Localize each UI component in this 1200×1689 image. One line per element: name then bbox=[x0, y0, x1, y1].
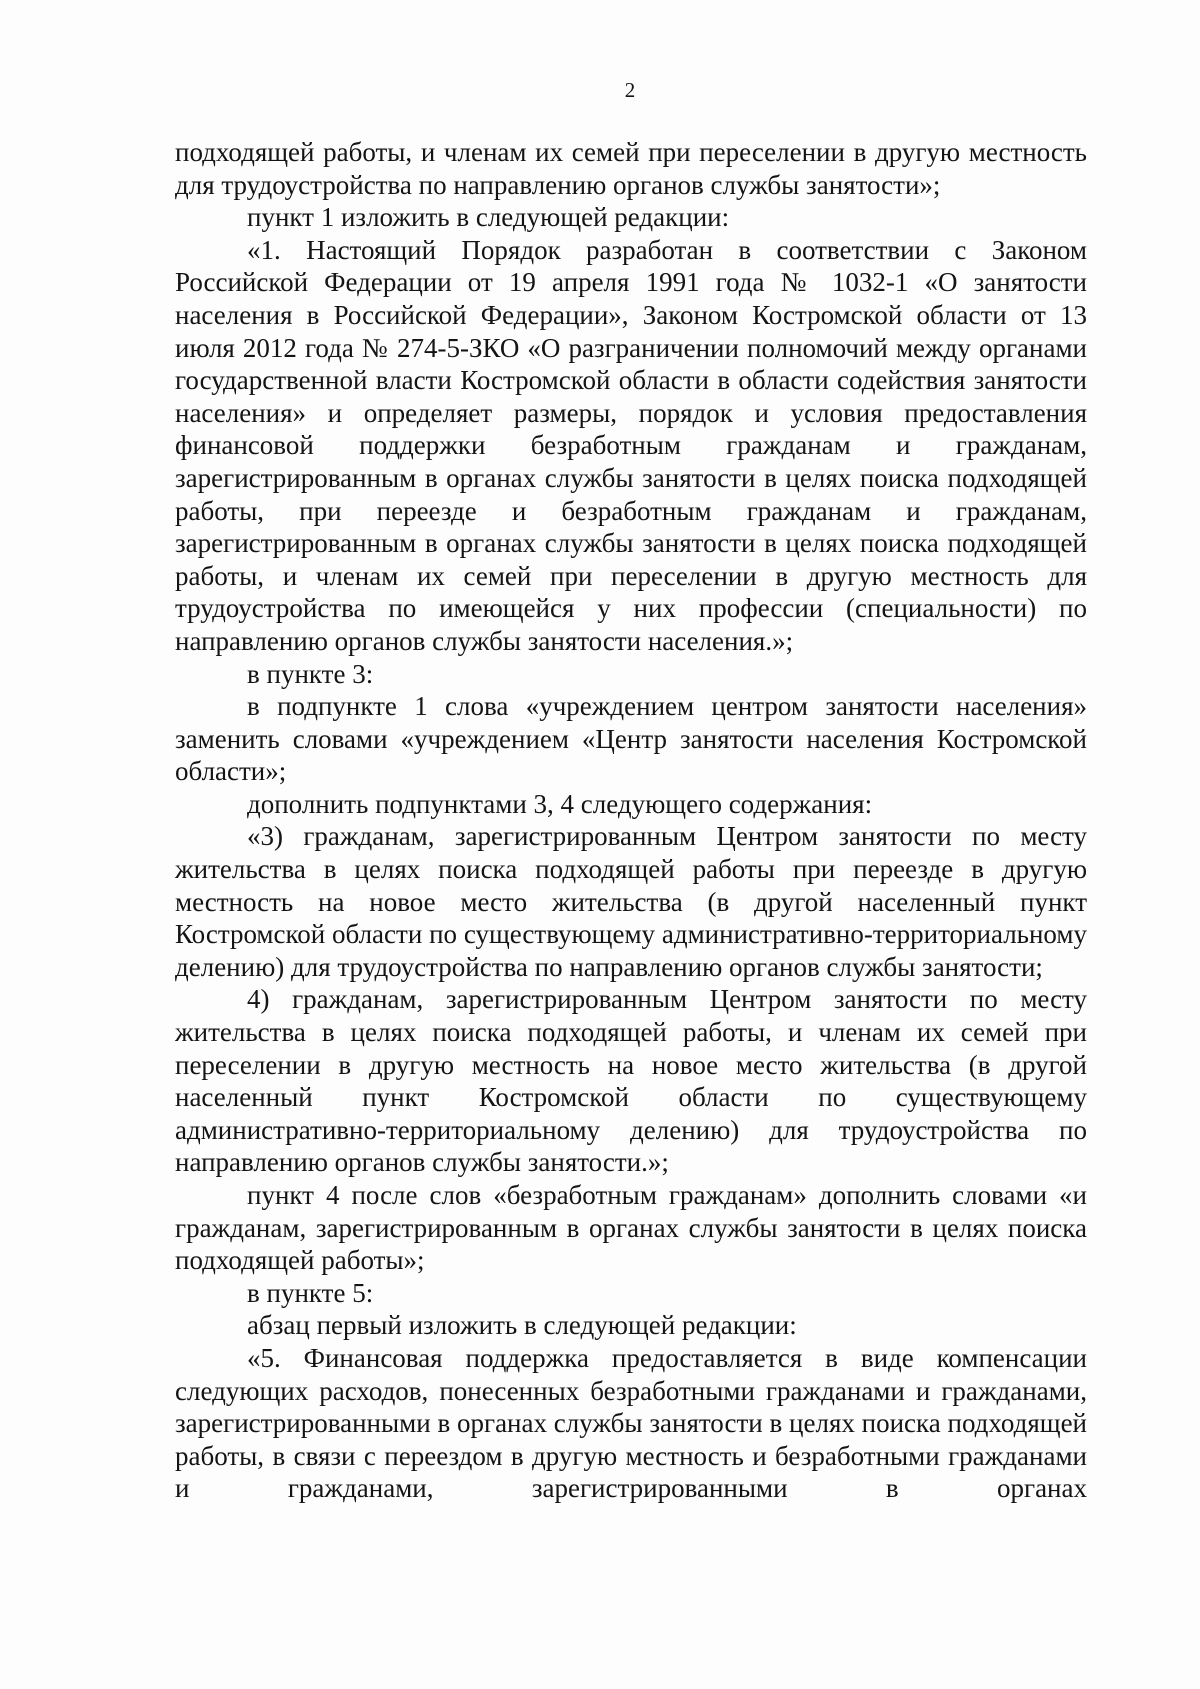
paragraph-item5-intro: в пункте 5: bbox=[247, 1277, 374, 1308]
paragraph-item5-text: «5. Финансовая поддержка предоставляется в виде компенсации следующих расходов, понесенных безработными гражданами и гражданами, зарегистрированными в органах службы занятости в целях поиска подходящей работы, в связи с переездом в другую местность и безработными гражданами и гражданами, зарегистрированными в органах bbox=[175, 1342, 1087, 1504]
paragraph-continuation: подходящей работы, и членам их семей при переселении в другую местность для трудоустройства по направлению органов службы занятости»; bbox=[175, 137, 1087, 200]
document-body bbox=[175, 136, 1087, 1505]
paragraph-item1-intro: пункт 1 изложить в следующей редакции: bbox=[247, 202, 730, 233]
paragraph-first-abzac: абзац первый изложить в следующей редакции: bbox=[247, 1310, 797, 1341]
paragraph-item4: пункт 4 после слов «безработным гражданам» дополнить словами «и гражданам, зарегистрированным в органах службы занятости в целях поиска подходящей работы»; bbox=[175, 1180, 1087, 1276]
paragraph-item1-text: «1. Настоящий Порядок разработан в соответствии с Законом Российской Федерации от 19 апреля 1991 года № 1032-1 «О занятости населения в Российской Федерации», Законом Костромской области от 13 июля 2012 года № 274-5-ЗКО «О разграничении полномочий между органами государственной власти Костромской области в области содействия занятости населения» и определяет размеры, порядок и условия предоставления финансовой поддержки безработным гражданам и гражданам, зарегистрированным в органах службы занятости в целях поиска подходящей работы, при переезде и безработным гражданам и гражданам, зарегистрированным в органах службы занятости в целях поиска подходящей работы, и членам их семей при переселении в другую местность для трудоустройства по имеющейся у них профессии (специальности) по направлению органов службы занятости населения.»; bbox=[175, 234, 1087, 656]
paragraph-subitem3: «3) гражданам, зарегистрированным Центром занятости по месту жительства в целях поиска подходящей работы при переезде в другую местность на новое место жительства (в другой населенный пункт Костромской области по существующему административно-территориальному делению) для трудоустройства по направлению органов службы занятости; bbox=[175, 821, 1087, 982]
paragraph-item3-intro: в пункте 3: bbox=[247, 658, 374, 689]
paragraph-subitem1-replace: в подпункте 1 слова «учреждением центром занятости населения» заменить словами «учреждением «Центр занятости населения Костромской области»; bbox=[175, 691, 1087, 787]
paragraph-subitem4: 4) гражданам, зарегистрированным Центром занятости по месту жительства в целях поиска подходящей работы, и членам их семей при переселении в другую местность на новое место жительства (в другой населенный пункт Костромской области по существующему административно-территориальному делению) для трудоустройства по направлению органов службы занятости.»; bbox=[175, 984, 1087, 1178]
paragraph-add-subitems: дополнить подпунктами 3, 4 следующего содержания: bbox=[247, 788, 873, 819]
page-number: 2 bbox=[624, 78, 636, 102]
